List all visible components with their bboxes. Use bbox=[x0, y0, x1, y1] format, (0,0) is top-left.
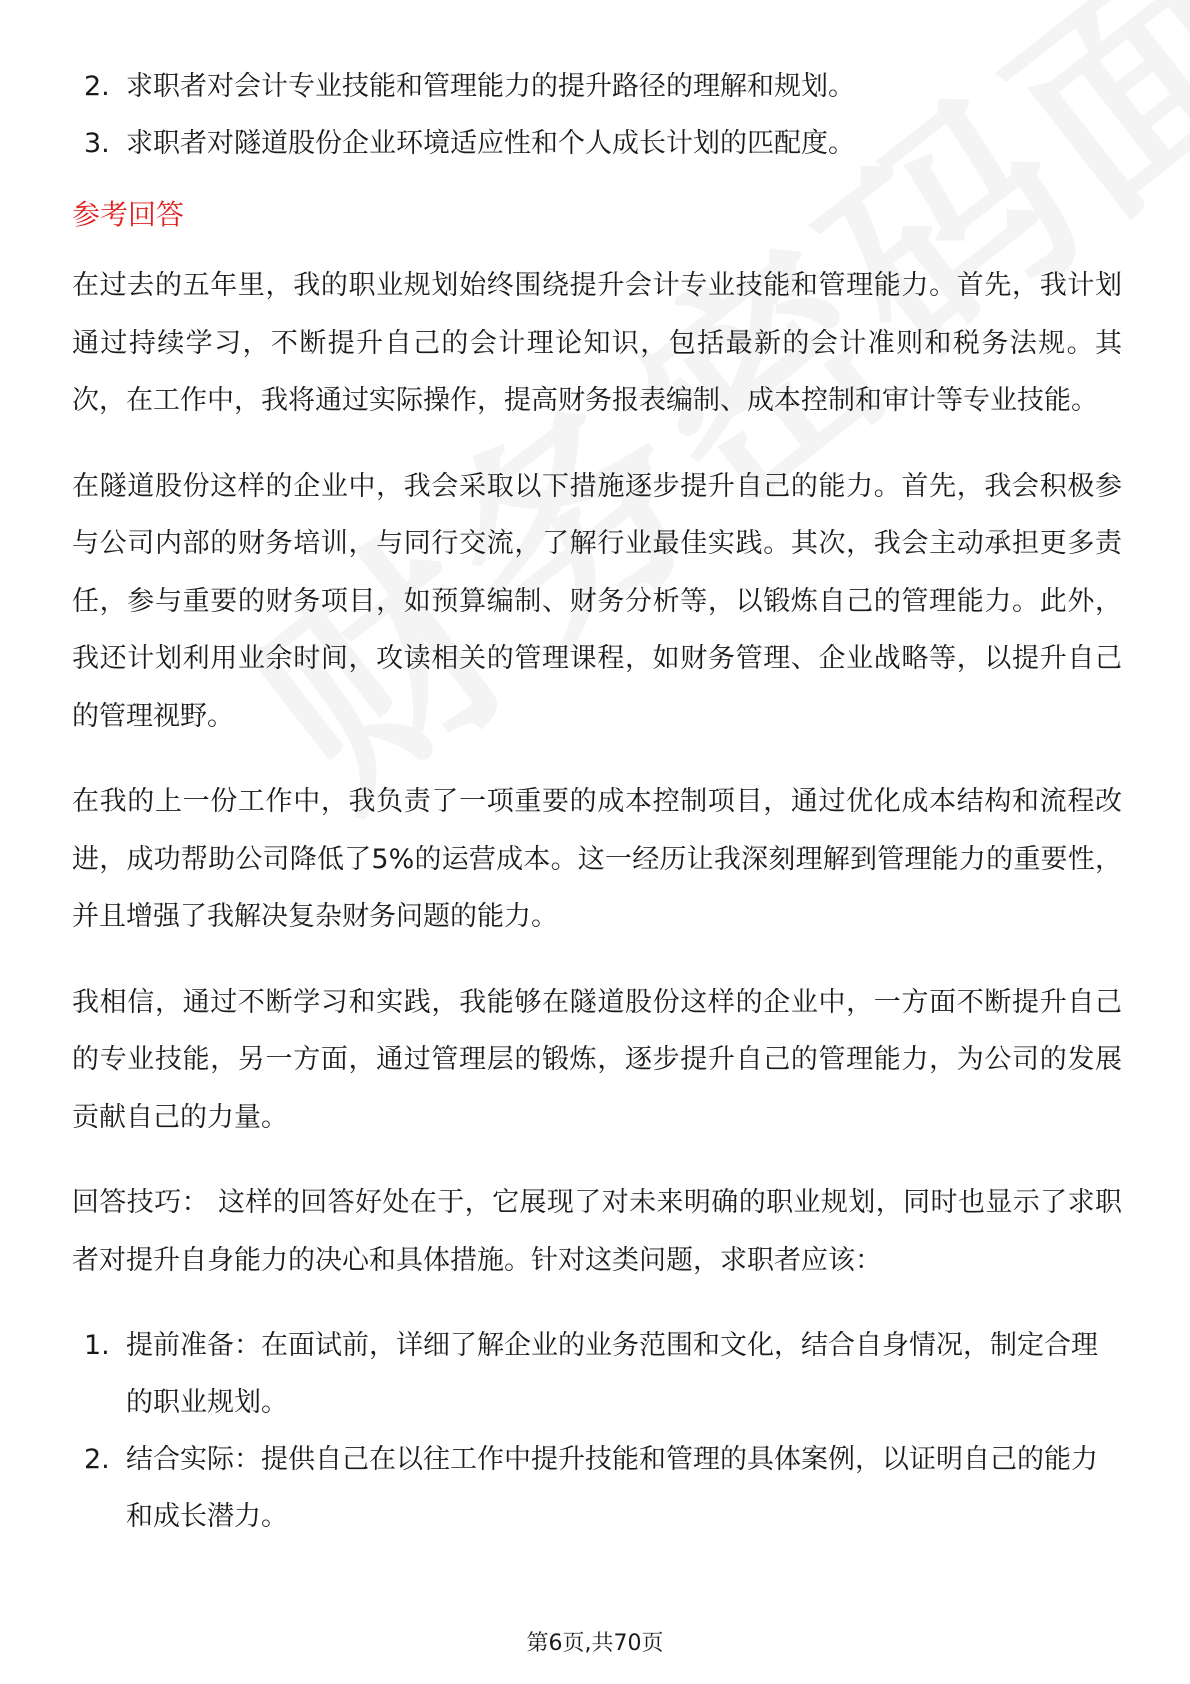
page-footer: 第6页,共70页 bbox=[526, 1631, 664, 1656]
list-item bbox=[72, 1431, 1122, 1545]
paragraph: 回答技巧： 这样的回答好处在于，它展现了对未来明确的职业规划，同时也显示了求职者对提升自身能力的决心和具体措施。针对这类问题，求职者应该： bbox=[72, 1187, 1122, 1276]
list-item bbox=[72, 58, 1122, 115]
list-number: 1. bbox=[84, 1330, 110, 1361]
paragraph: 我相信，通过不断学习和实践，我能够在隧道股份这样的企业中，一方面不断提升自己的专业技能，另一方面，通过管理层的锻炼，逐步提升自己的管理能力，为公司的发展贡献自己的力量。 bbox=[72, 986, 1122, 1133]
list-text: 求职者对隧道股份企业环境适应性和个人成长计划的匹配度。 bbox=[126, 128, 855, 159]
list-number: 2. bbox=[84, 1444, 110, 1475]
list-item bbox=[72, 1317, 1122, 1431]
paragraph: 在我的上一份工作中，我负责了一项重要的成本控制项目，通过优化成本结构和流程改进，成功帮助公司降低了5%的运营成本。这一经历让我深刻理解到管理能力的重要性，并且增强了我解决复杂财务问题的能力。 bbox=[72, 786, 1122, 932]
section-title: 参考回答 bbox=[72, 198, 185, 231]
paragraph: 在过去的五年里，我的职业规划始终围绕提升会计专业技能和管理能力。首先，我计划通过持续学习，不断提升自己的会计理论知识，包括最新的会计准则和税务法规。其次，在工作中，我将通过实际操作，提高财务报表编制、成本控制和审计等专业技能。 bbox=[72, 270, 1122, 416]
paragraph: 在隧道股份这样的企业中，我会采取以下措施逐步提升自己的能力。首先，我会积极参与公司内部的财务培训，与同行交流，了解行业最佳实践。其次，我会主动承担更多责任，参与重要的财务项目，如预算编制、财务分析等，以锻炼自己的管理能力。此外，我还计划利用业余时间，攻读相关的管理课程，如财务管理、企业战略等，以提升自己的管理视野。 bbox=[72, 470, 1122, 732]
page-content bbox=[72, 58, 1122, 1545]
list-number: 3. bbox=[84, 128, 110, 159]
list-number: 2. bbox=[84, 71, 110, 102]
list-text: 结合实际：提供自己在以往工作中提升技能和管理的具体案例，以证明自己的能力和成长潜力。 bbox=[126, 1444, 1098, 1532]
list-text: 提前准备：在面试前，详细了解企业的业务范围和文化，结合自身情况，制定合理的职业规划。 bbox=[126, 1330, 1098, 1418]
list-text: 求职者对会计专业技能和管理能力的提升路径的理解和规划。 bbox=[126, 71, 855, 102]
list-item bbox=[72, 115, 1122, 172]
